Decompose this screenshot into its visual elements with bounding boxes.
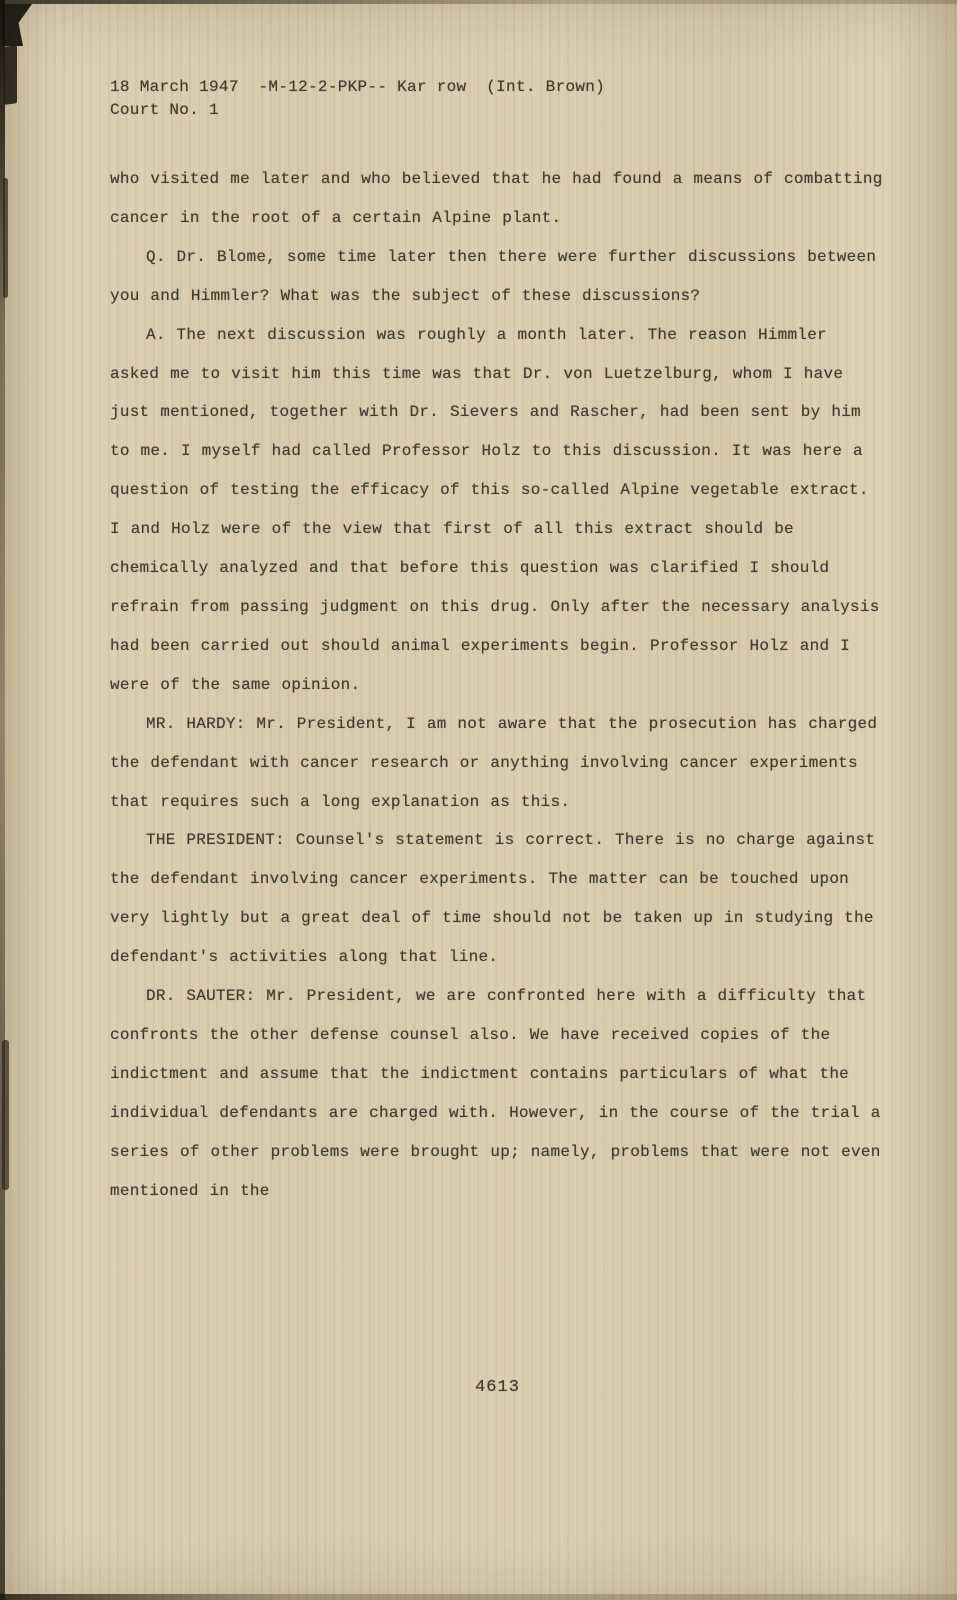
transcript-paragraph: DR. SAUTER: Mr. President, we are confronted here with a difficulty that confronts the other defense counsel also. We have received copies of the indictment and assume that the indictment contains particulars of what the individual defendants are charged with. However, in the course of the trial a series of other problems were brought up; namely, problems that were not even mentioned in the [110,987,881,1200]
header-date-reference-line: 18 March 1947 -M-12-2-PKP-- Kar row (Int. Brown) [110,78,606,96]
transcript-paragraph: Q. Dr. Blome, some time later then there were further discussions between you and Himmler? What was the subject of these discussions? [110,247,877,305]
transcript-paragraph: A. The next discussion was roughly a month later. The reason Himmler asked me to visit him this time was that Dr. von Luetzelburg, whom I have just mentioned, together with Dr. Sievers and Rascher, had been sent by him to me. I myself had called Professor Holz to this discussion. It was here a question of testing the efficacy of this so-called Alpine vegetable extract. I and Holz were of the view that first of all this extract should be chemically analyzed and that before this question was clarified I should refrain from passing judgment on this drug. Only after the necessary analysis had been carried out should animal experiments begin. Professor Holz and I were of the same opinion. [110,325,880,694]
document-header [110,76,885,122]
scan-edge-bottom [0,1594,957,1600]
transcript-body [110,160,885,1210]
page-number: 4613 [475,1378,520,1398]
header-court-line: Court No. 1 [110,101,219,119]
transcript-paragraph: THE PRESIDENT: Counsel's statement is correct. There is no charge against the defendant involving cancer experiments. The matter can be touched upon very lightly but a great deal of time should not be taken up in studying the defendant's activities along that line. [110,831,876,967]
transcript-paragraph: MR. HARDY: Mr. President, I am not aware that the prosecution has charged the defendant with cancer research or anything involving cancer experiments that requires such a long explanation as this. [110,714,878,811]
transcript-paragraph: who visited me later and who believed that he had found a means of combatting cancer in the root of a certain Alpine plant. [110,170,883,227]
